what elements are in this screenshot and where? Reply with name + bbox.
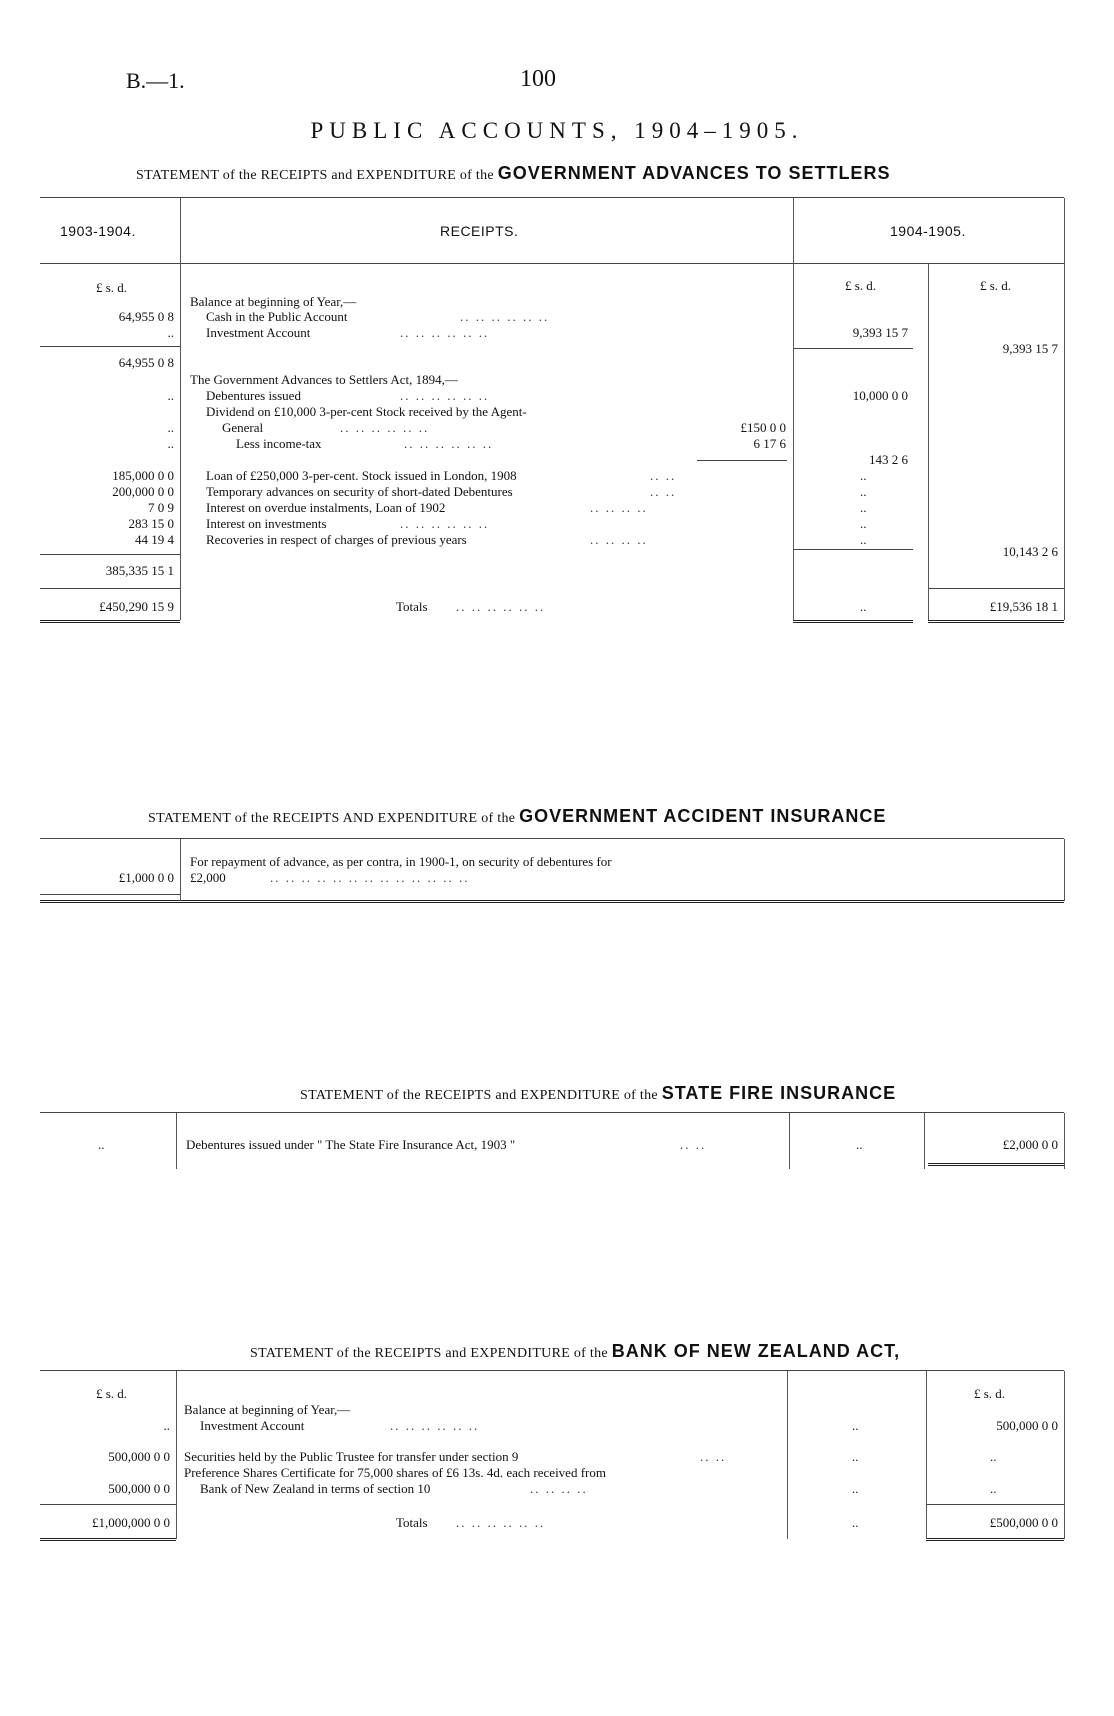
rule-prev-total [40, 1504, 176, 1505]
statement-prefix: STATEMENT of the RECEIPTS and EXPENDITURE of the [300, 1088, 658, 1103]
col-divider-1 [180, 839, 181, 901]
accident-line-2: £2,000 [190, 870, 226, 885]
prev-sub1-amount: 64,955 0 8 [118, 355, 174, 370]
col-divider-2 [787, 1371, 788, 1539]
row-interest-invest-dots: .. .. .. .. .. .. [400, 516, 490, 531]
document-code: B.—1. [126, 68, 185, 93]
rule-curra-sub1 [793, 348, 913, 349]
row-investment-label: Investment Account [206, 325, 311, 340]
rule-prev-double [40, 1538, 176, 1541]
rule-top [40, 838, 1064, 839]
fire-curra-dd: .. [856, 1137, 863, 1152]
row-less-tax-dots: .. .. .. .. .. .. [404, 436, 494, 451]
bnz-totals-label: Totals [396, 1515, 428, 1530]
bnz-balance-label: Balance at beginning of Year,— [184, 1402, 351, 1417]
header-prev-year: 1903-1904. [60, 223, 136, 239]
statement-name: GOVERNMENT ADVANCES TO SETTLERS [497, 163, 891, 183]
row-recoveries-dots: .. .. .. .. [590, 532, 648, 547]
accident-line-1: For repayment of advance, as per contra, in 1900-1, on security of debentures for [190, 854, 612, 869]
curra-loan-dd: .. [860, 468, 867, 483]
statement-heading [300, 1083, 896, 1104]
row-dividend-label: Dividend on £10,000 3-per-cent Stock received by the Agent- [206, 404, 527, 419]
bnz-securities-dots: .. .. [700, 1449, 727, 1464]
prev-recoveries-amount: 44 19 4 [135, 532, 174, 547]
row-balance-label: Balance at beginning of Year,— [190, 294, 357, 309]
unit-header-curr: £ s. d. [974, 1386, 1006, 1401]
rule-prev-double [40, 620, 180, 623]
row-totals-label: Totals [396, 599, 428, 614]
bnz-securities-label: Securities held by the Public Trustee for transfer under section 9 [184, 1449, 519, 1464]
fire-dots: .. .. [680, 1137, 707, 1152]
prev-less-tax-dd: .. [167, 436, 174, 451]
unit-header-curr-b: £ s. d. [980, 278, 1012, 293]
fire-amount: £2,000 0 0 [1002, 1137, 1058, 1152]
curra-investment-amount: 9,393 15 7 [852, 325, 908, 340]
page-title: PUBLIC ACCOUNTS, 1904–1905. [310, 118, 804, 143]
col-divider-2 [789, 1113, 790, 1169]
col-divider-3 [928, 264, 929, 620]
prev-interest-overdue-amount: 7 0 9 [148, 500, 174, 515]
accident-amount: £1,000 0 0 [118, 870, 174, 885]
currb-total-amount: £19,536 18 1 [989, 599, 1058, 614]
curra-temp-adv-dd: .. [860, 484, 867, 499]
prev-general-dd: .. [167, 420, 174, 435]
row-totals-dots: .. .. .. .. .. .. [456, 599, 546, 614]
rule-curr-double [926, 1538, 1064, 1541]
bnz-prev-securities-amount: 500,000 0 0 [108, 1449, 170, 1464]
bnz-mid-investment-dd: .. [852, 1418, 859, 1433]
col-divider-2 [1064, 839, 1065, 901]
prev-temp-adv-amount: 200,000 0 0 [112, 484, 174, 499]
prev-cash-amount: 64,955 0 8 [118, 309, 174, 324]
unit-header-prev: £ s. d. [96, 1386, 128, 1401]
curra-total-dd: .. [860, 599, 867, 614]
row-general-dots: .. .. .. .. .. .. [340, 420, 430, 435]
row-interest-invest-label: Interest on investments [206, 516, 327, 531]
bnz-mid-pref-dd: .. [852, 1481, 859, 1496]
accident-dots: .. .. .. .. .. .. .. .. .. .. .. .. .. [270, 870, 470, 885]
unit-header-prev: £ s. d. [96, 280, 128, 295]
row-recoveries-label: Recoveries in respect of charges of previous years [206, 532, 467, 547]
currb-sub1-amount: 9,393 15 7 [1002, 341, 1058, 356]
prev-investment-dd: .. [167, 325, 174, 340]
col-divider-4 [1064, 1113, 1065, 1169]
col-divider-1 [180, 198, 181, 620]
header-curr-year: 1904-1905. [890, 223, 966, 239]
bnz-curr-investment-amount: 500,000 0 0 [996, 1418, 1058, 1433]
bnz-investment-label: Investment Account [200, 1418, 305, 1433]
row-debentures-label: Debentures issued [206, 388, 301, 403]
col-divider-1 [176, 1371, 177, 1539]
prev-total-amount: £450,290 15 9 [99, 599, 174, 614]
bnz-prev-pref-amount: 500,000 0 0 [108, 1481, 170, 1496]
row-general-label: General [222, 420, 264, 435]
curra-interest-overdue-dd: .. [860, 500, 867, 515]
col-divider-3 [924, 1113, 925, 1169]
rule-currb-double [928, 620, 1064, 623]
rule-mid-sub [697, 460, 787, 461]
statement-name: STATE FIRE INSURANCE [661, 1083, 897, 1103]
bnz-pref-label-1: Preference Shares Certificate for 75,000 shares of £6 13s. 4d. each received from [184, 1465, 606, 1480]
curra-recoveries-dd: .. [860, 532, 867, 547]
prev-loan-amount: 185,000 0 0 [112, 468, 174, 483]
fire-dd: .. [98, 1137, 105, 1152]
row-interest-overdue-label: Interest on overdue instalments, Loan of 1902 [206, 500, 446, 515]
rule-amount-double [928, 1163, 1064, 1166]
unit-header-curr-a: £ s. d. [845, 278, 877, 293]
col-divider-4 [1064, 1371, 1065, 1539]
row-cash-label: Cash in the Public Account [206, 309, 348, 324]
bnz-investment-dots: .. .. .. .. .. .. [390, 1418, 480, 1433]
bnz-prev-total-amount: £1,000,000 0 0 [92, 1515, 170, 1530]
statement-name: GOVERNMENT ACCIDENT INSURANCE [519, 806, 887, 826]
rule-prev-sub2 [40, 554, 180, 555]
mid-less-tax-amount: 6 17 6 [753, 436, 786, 451]
statement-heading [148, 806, 886, 827]
bnz-pref-label-2: Bank of New Zealand in terms of section 10 [200, 1481, 431, 1496]
header-receipts: RECEIPTS. [440, 223, 519, 239]
col-divider-1 [176, 1113, 177, 1169]
statement-heading [250, 1341, 900, 1362]
mid-general-amount: £150 0 0 [740, 420, 786, 435]
row-interest-overdue-dots: .. .. .. .. [590, 500, 648, 515]
bnz-mid-securities-dd: .. [852, 1449, 859, 1464]
rule-curr-total [926, 1504, 1064, 1505]
row-loan-dots: .. .. [650, 468, 677, 483]
bnz-pref-dots: .. .. .. .. [530, 1481, 588, 1496]
rule-top [40, 1370, 1064, 1371]
rule-prev-total [40, 588, 180, 589]
curra-dividend-amount: 143 2 6 [869, 452, 908, 467]
bnz-prev-investment-dd: .. [163, 1418, 170, 1433]
row-debentures-dots: .. .. .. .. .. .. [400, 388, 490, 403]
rule-amount [40, 894, 180, 895]
currb-sub2-amount: 10,143 2 6 [1002, 544, 1058, 559]
rule-curra-double [793, 620, 913, 623]
rule-top [40, 1112, 1064, 1113]
rule-top [40, 197, 1064, 198]
bnz-curr-pref-dd: .. [990, 1481, 997, 1496]
prev-debentures-dd: .. [167, 388, 174, 403]
row-temp-adv-dots: .. .. [650, 484, 677, 499]
prev-sub2-amount: 385,335 15 1 [105, 563, 174, 578]
row-less-tax-label: Less income-tax [236, 436, 322, 451]
rule-curra-sub2 [793, 549, 913, 550]
fire-text: Debentures issued under " The State Fire Insurance Act, 1903 " [186, 1137, 516, 1152]
rule-header [40, 263, 1064, 264]
statement-name: BANK OF NEW ZEALAND ACT, [611, 1341, 901, 1361]
rule-prev-sub1 [40, 346, 180, 347]
curra-interest-invest-dd: .. [860, 516, 867, 531]
statement-prefix: STATEMENT of the RECEIPTS and EXPENDITURE of the [250, 1346, 608, 1361]
statement-prefix: STATEMENT of the RECEIPTS and EXPENDITURE of the [136, 168, 494, 183]
page-number: 100 [520, 66, 556, 92]
col-divider-4 [1064, 198, 1065, 620]
prev-interest-invest-amount: 283 15 0 [128, 516, 174, 531]
curra-debentures-amount: 10,000 0 0 [852, 388, 908, 403]
col-divider-3 [926, 1371, 927, 1539]
col-divider-2 [793, 198, 794, 620]
rule-currb-total [928, 588, 1064, 589]
row-act-label: The Government Advances to Settlers Act, 1894,— [190, 372, 458, 387]
bnz-mid-total-dd: .. [852, 1515, 859, 1530]
rule-bottom [40, 900, 1064, 903]
row-temp-adv-label: Temporary advances on security of short-dated Debentures [206, 484, 513, 499]
bnz-curr-securities-dd: .. [990, 1449, 997, 1464]
row-cash-dots: .. .. .. .. .. .. [460, 309, 550, 324]
bnz-curr-total-amount: £500,000 0 0 [989, 1515, 1058, 1530]
bnz-totals-dots: .. .. .. .. .. .. [456, 1515, 546, 1530]
statement-heading [136, 163, 890, 184]
statement-prefix: STATEMENT of the RECEIPTS AND EXPENDITURE of the [148, 811, 516, 826]
row-investment-dots: .. .. .. .. .. .. [400, 325, 490, 340]
row-loan-label: Loan of £250,000 3-per-cent. Stock issued in London, 1908 [206, 468, 517, 483]
